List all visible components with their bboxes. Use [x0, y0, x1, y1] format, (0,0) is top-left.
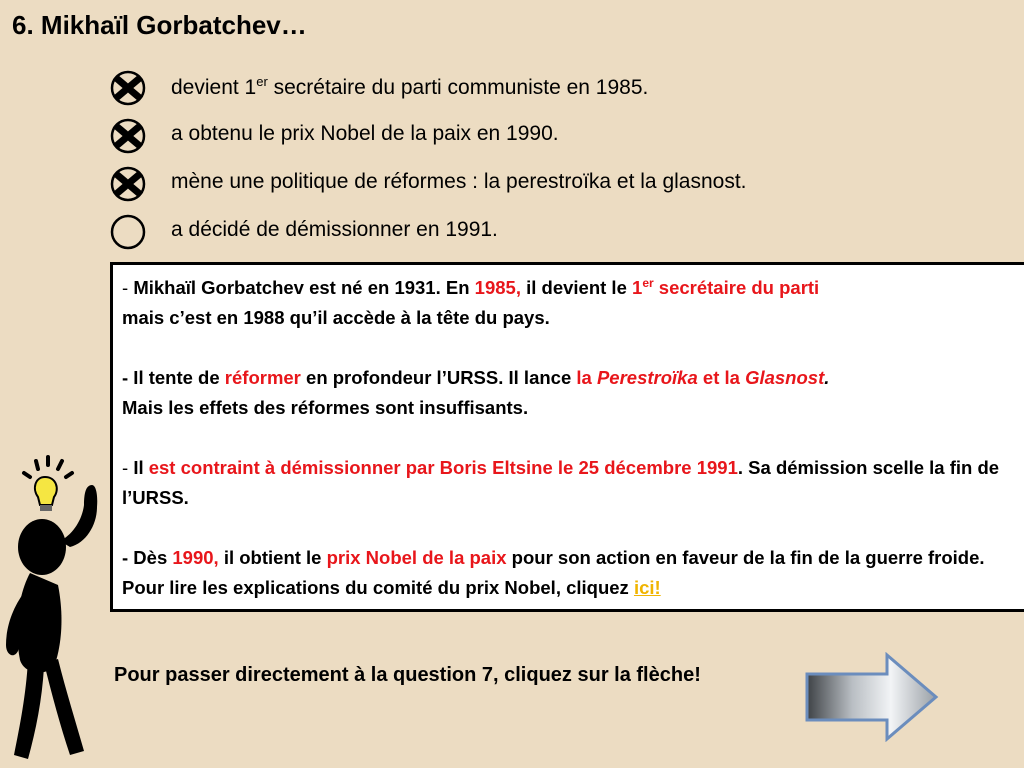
next-question-arrow-icon[interactable] [805, 652, 940, 742]
crossed-circle-icon [108, 116, 148, 156]
empty-circle-icon [108, 212, 148, 252]
option-4[interactable] [108, 212, 908, 252]
option-1[interactable] [108, 68, 908, 108]
explanation-box [110, 262, 1024, 612]
option-2[interactable] [108, 116, 908, 156]
option-2-text: a obtenu le prix Nobel de la paix en 1990. [171, 122, 559, 145]
option-3-text: mène une politique de réformes : la perestroïka et la glasnost. [171, 170, 747, 193]
option-3[interactable] [108, 164, 908, 204]
explanation-paragraph-2: - Il tente de réformer en profondeur l’URSS. Il lance la Perestroïka et la Glasnost. Mais les effets des réformes sont insuffisants. [122, 367, 830, 418]
option-4-text: a décidé de démissionner en 1991. [171, 218, 498, 241]
thinking-stick-figure-icon [0, 455, 110, 768]
explanation-paragraph-1: - Mikhaïl Gorbatchev est né en 1931. En 1985, il devient le 1er secrétaire du parti mais c’est en 1988 qu’il accède à la tête du pays. [122, 275, 820, 328]
skip-instruction: Pour passer directement à la question 7, cliquez sur la flèche! [114, 664, 701, 686]
explanation-paragraph-3: - Il est contraint à démissionner par Boris Eltsine le 25 décembre 1991. Sa démission scelle la fin de l’URSS. [122, 457, 1000, 508]
option-1-text: devient 1er secrétaire du parti communiste en 1985. [171, 74, 649, 99]
crossed-circle-icon [108, 164, 148, 204]
page-title: 6. Mikhaïl Gorbatchev… [12, 10, 307, 40]
nobel-committee-link[interactable]: ici! [633, 577, 661, 598]
crossed-circle-icon [108, 68, 148, 108]
explanation-paragraph-4: - Dès 1990, il obtient le prix Nobel de la paix pour son action en faveur de la fin de la guerre froide. Pour lire les explications du comité du prix Nobel, cliquez ici! [122, 547, 985, 598]
